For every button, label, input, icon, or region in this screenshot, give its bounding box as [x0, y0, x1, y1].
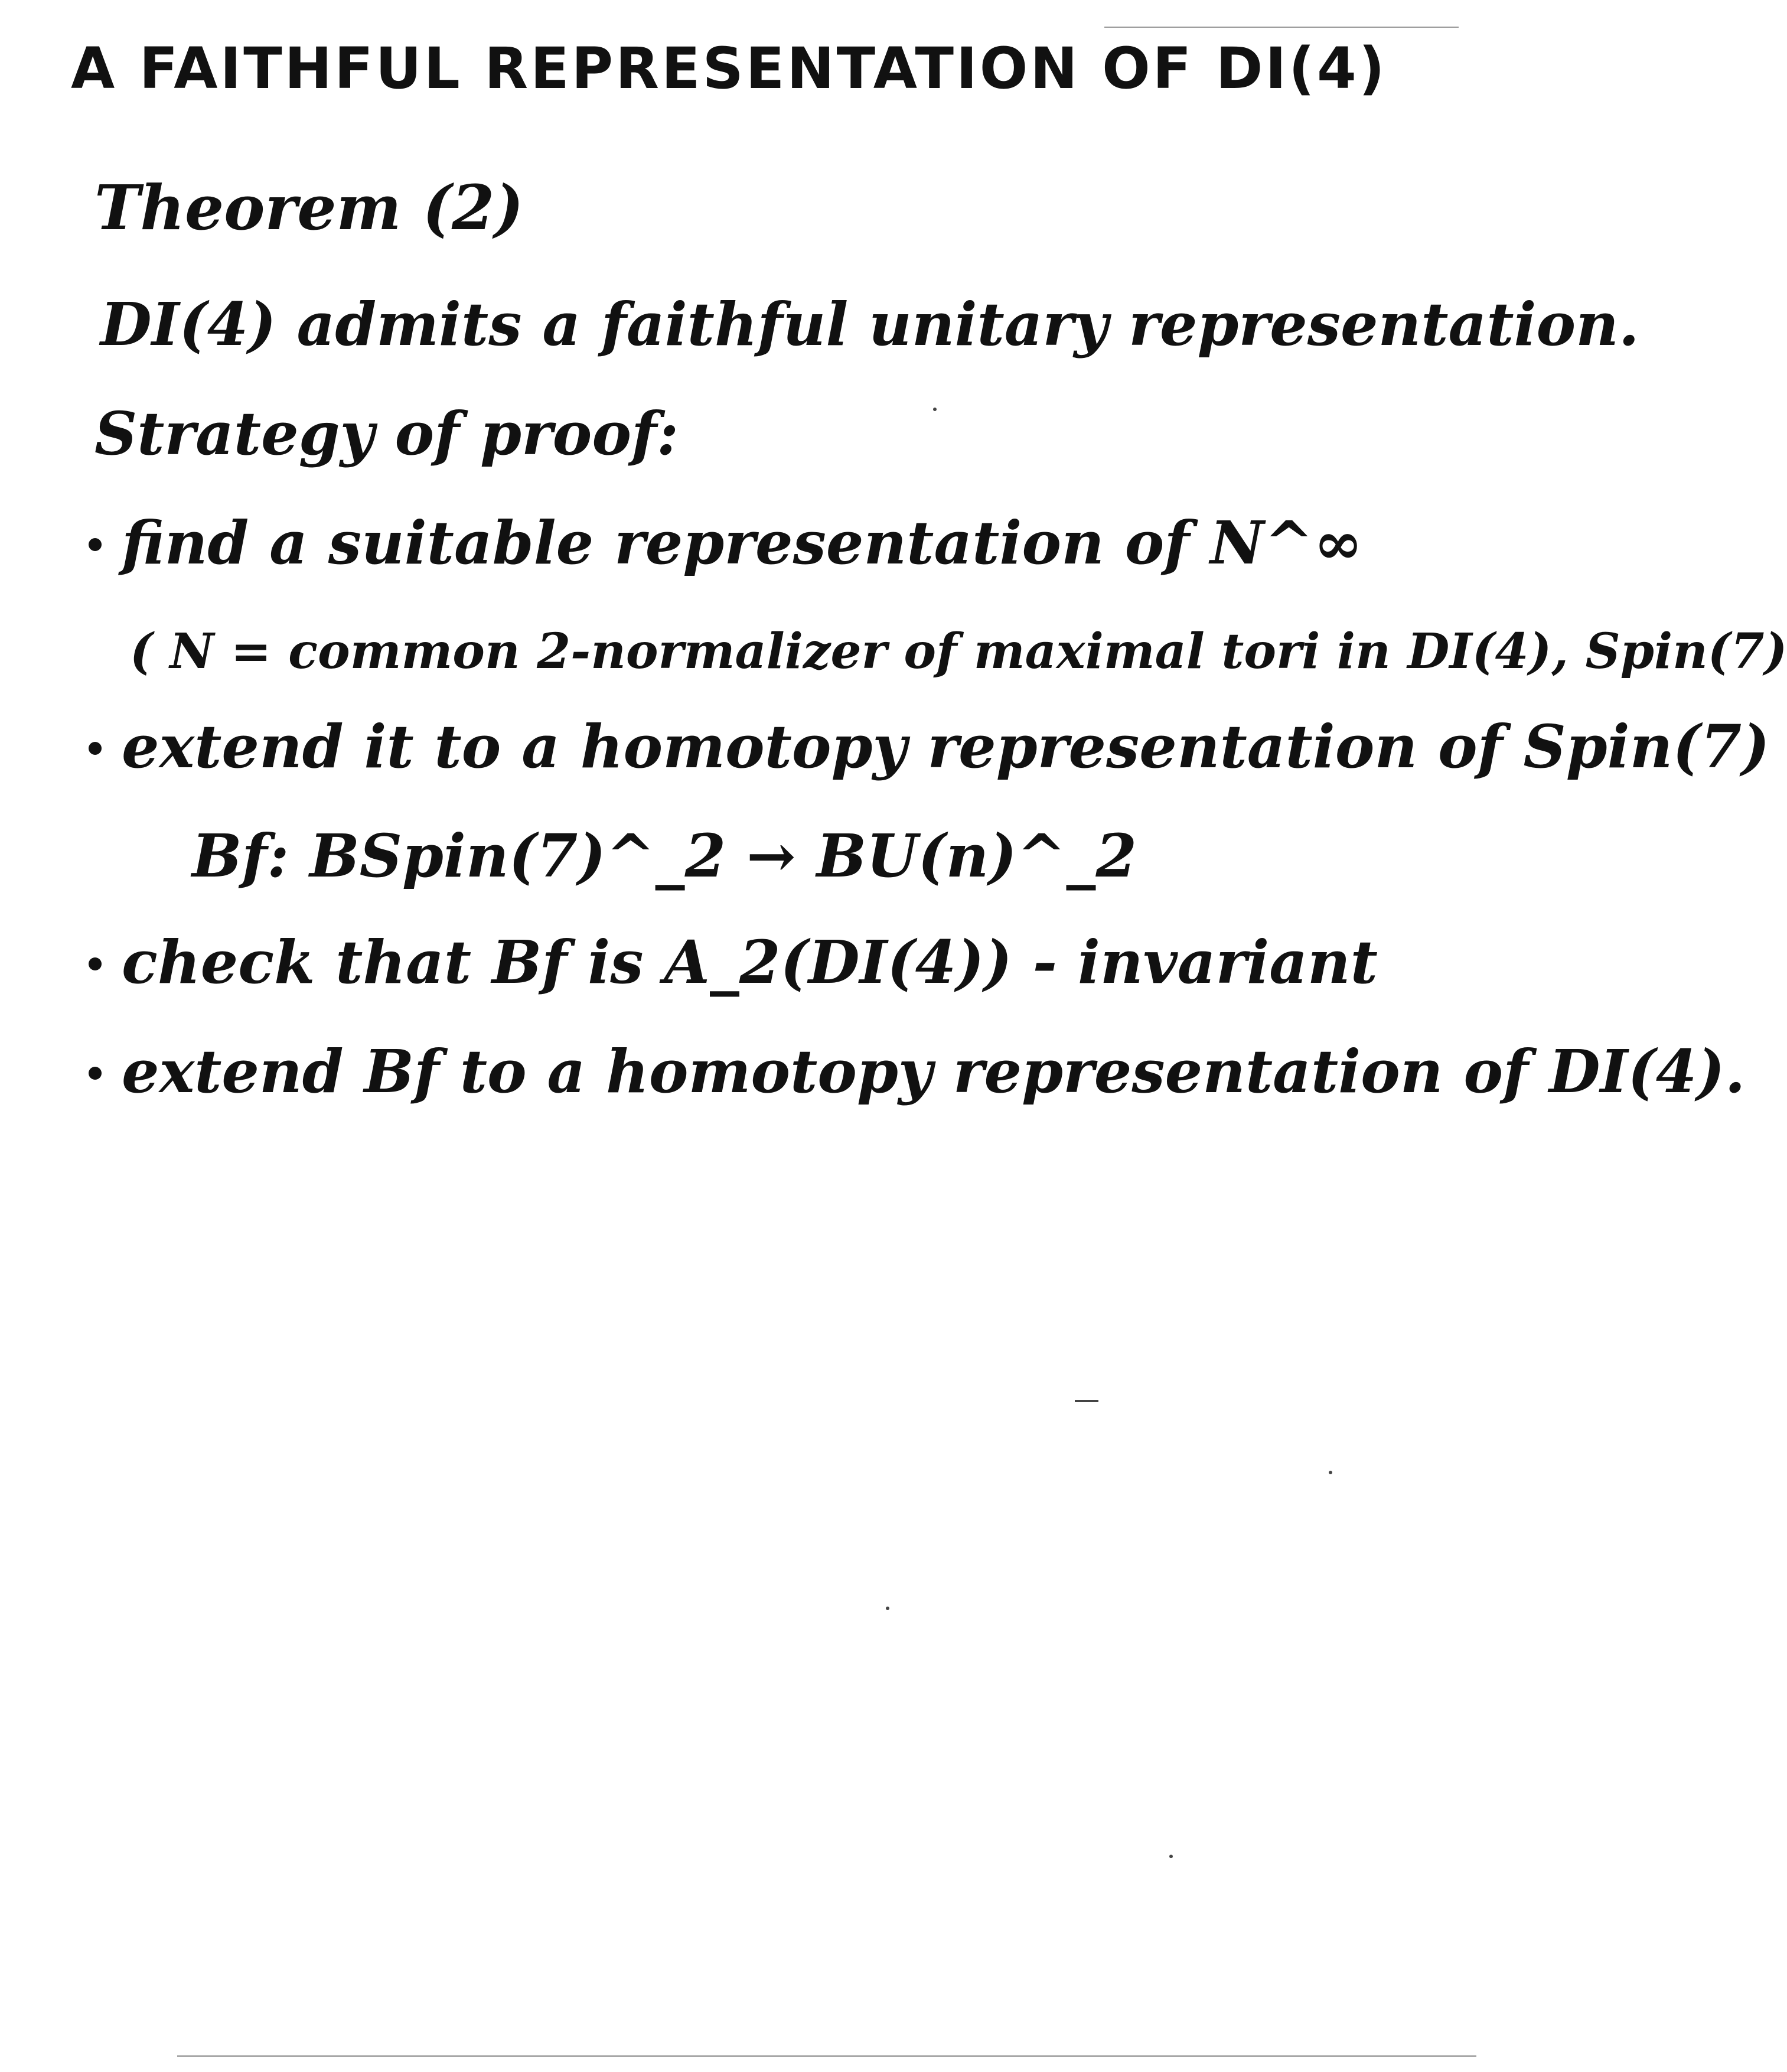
bullet-icon	[89, 957, 102, 970]
bullet-icon	[89, 538, 102, 551]
step-text: find a suitable representation of N^∞	[122, 508, 1363, 578]
strategy-step-3	[89, 927, 1378, 997]
step-text: extend it to a homotopy representation of Spin(7)	[122, 712, 1770, 781]
scan-speck	[1075, 1400, 1098, 1402]
bullet-icon	[89, 1067, 102, 1080]
scan-speck	[933, 408, 937, 411]
theorem-statement: DI(4) admits a faithful unitary representation.	[100, 289, 1639, 359]
step-2-map: Bf: BSpin(7)^_2 → BU(n)^_2	[192, 821, 1137, 891]
strategy-heading: Strategy of proof:	[94, 399, 679, 468]
scan-speck	[1169, 1855, 1173, 1858]
strategy-step-2	[89, 712, 1770, 781]
strategy-step-4	[89, 1037, 1745, 1106]
page-title: A FAITHFUL REPRESENTATION OF DI(4)	[71, 35, 1387, 102]
step-text: extend Bf to a homotopy representation of DI(4).	[122, 1037, 1746, 1106]
step-1-note: ( N = common 2-normalizer of maximal tori in DI(4), Spin(7)	[130, 623, 1787, 680]
strategy-step-1	[89, 508, 1363, 578]
theorem-heading: Theorem (2)	[94, 171, 524, 244]
bullet-icon	[89, 742, 102, 755]
top-rule	[1104, 27, 1459, 28]
step-text: check that Bf is A_2(DI(4)) - invariant	[122, 927, 1378, 997]
scan-speck	[886, 1607, 889, 1610]
bottom-rule	[177, 2055, 1476, 2057]
scan-speck	[1329, 1471, 1332, 1474]
